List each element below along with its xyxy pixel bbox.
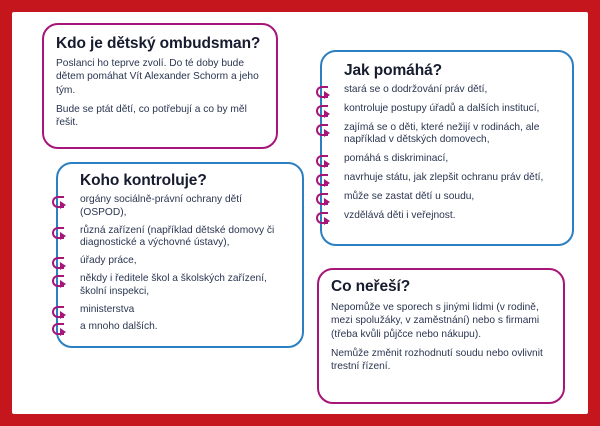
not-handled-box [317, 268, 565, 404]
ombudsman-paragraph: Bude se ptát dětí, co potřebují a co by měl řešit. [56, 103, 247, 129]
how-helps-box [320, 50, 574, 246]
list-item: úřady práce, [80, 255, 290, 268]
list-item: může se zastat dětí u soudu, [344, 191, 560, 204]
list-item: vzdělává děti i veřejnost. [344, 210, 560, 223]
list-item: navrhuje státu, jak zlepšit ochranu práv dětí, [344, 172, 560, 185]
ombudsman-paragraph: Poslanci ho teprve zvolí. Do té doby bude dětem pomáhat Vít Alexander Schorm a jeho tým. [56, 58, 259, 96]
list-item: kontroluje postupy úřadů a dalších institucí, [344, 103, 560, 116]
list-item: různá zařízení (například dětské domovy či diagnostické a výchovné ústavy), [80, 225, 290, 251]
how-helps-list [344, 84, 560, 222]
not-handled-title: Co neřeší? [331, 278, 411, 295]
ombudsman-title: Kdo je dětský ombudsman? [56, 35, 261, 52]
ombudsman-box [42, 23, 278, 149]
how-helps-title: Jak pomáhá? [344, 62, 442, 79]
list-item: stará se o dodržování práv dětí, [344, 84, 560, 97]
who-controls-list [80, 194, 290, 334]
list-item: a mnoho dalších. [80, 321, 290, 334]
who-controls-box [56, 162, 304, 348]
list-item: ministerstva [80, 304, 290, 317]
not-handled-paragraph: Nepomůže ve sporech s jinými lidmi (v rodině, mezi spolužáky, v zaměstnání) nebo s firmami (třeba kvůli půjčce nebo nákupu). [331, 302, 540, 340]
list-item: pomáhá s diskriminací, [344, 153, 560, 166]
list-item: orgány sociálně-právní ochrany dětí (OSPOD), [80, 194, 290, 220]
not-handled-paragraph: Nemůže změnit rozhodnutí soudu nebo ovlivnit trestní řízení. [331, 347, 543, 373]
page-frame [12, 12, 588, 414]
list-item: někdy i ředitele škol a školských zařízení, školní inspekci, [80, 273, 290, 299]
who-controls-title: Koho kontroluje? [80, 172, 207, 189]
list-item: zajímá se o děti, které nežijí v rodinách, ale například v dětských domovech, [344, 122, 560, 148]
